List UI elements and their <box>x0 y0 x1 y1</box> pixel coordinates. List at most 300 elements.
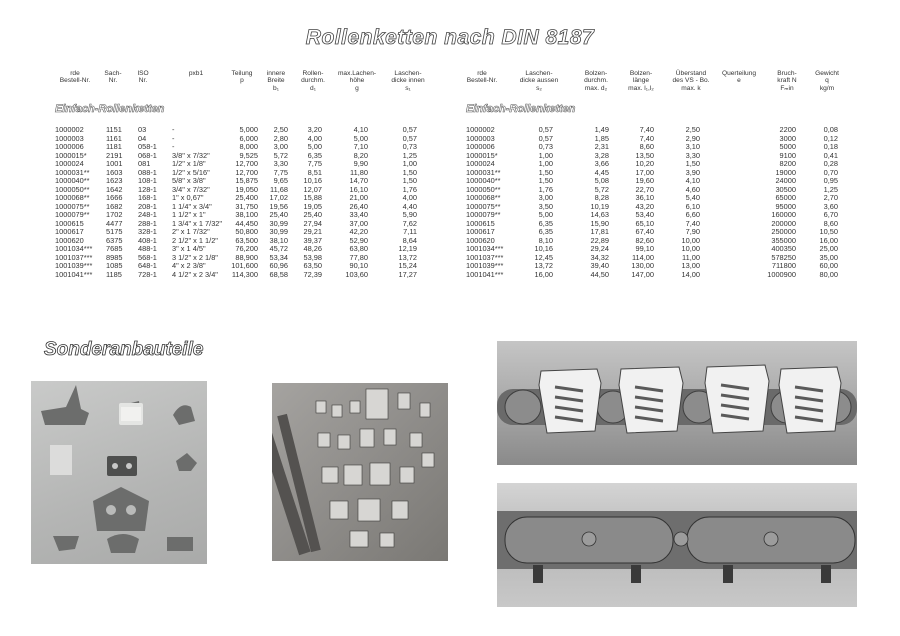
right-cell-laschendicke: 1,00 <box>538 150 553 160</box>
left-cell-breite: 5,72 <box>273 150 288 160</box>
left-cell-pxb1: 3/4" x 7/32" <box>172 184 210 194</box>
right-cell-bolzen-l: 53,40 <box>635 210 654 219</box>
left-cell-rollen: 53,98 <box>303 252 322 262</box>
left-cell-iso: 04 <box>138 133 147 143</box>
left-cell-laschen: 1,50 <box>402 167 417 177</box>
left-cell-bestell: 1000002 <box>55 125 84 134</box>
left-cell-pxb1: 1/2" x 1/8" <box>172 159 206 168</box>
left-cell-lachen: 8,20 <box>353 150 368 160</box>
left-cell-pxb1: 1 3/4" x 1 7/32" <box>172 218 223 228</box>
left-cell-lachen: 37,00 <box>349 218 368 228</box>
left-cell-teilung: 50,800 <box>235 227 258 236</box>
right-cell-bestell: 1000006 <box>466 142 495 151</box>
right-cell-gewicht: 3,60 <box>823 201 838 211</box>
left-cell-breite: 30,99 <box>269 218 288 228</box>
right-cell-bestell: 1000050** <box>466 184 501 194</box>
left-cell-iso: 648-1 <box>138 261 157 270</box>
right-cell-bestell: 1000024 <box>466 159 495 168</box>
left-cell-sach: 6375 <box>106 235 123 245</box>
right-cell-bolzen-d: 15,90 <box>590 218 609 228</box>
left-cell-lachen: 4,10 <box>353 125 368 134</box>
right-cell-laschendicke: 0,57 <box>538 125 553 134</box>
hdr-rollen-durchm: Rollen- durchm. d₁ <box>301 70 325 92</box>
right-cell-gewicht: 0,12 <box>823 133 838 143</box>
left-cell-bestell: 1000006 <box>55 142 84 151</box>
left-cell-sach: 1682 <box>106 201 123 211</box>
right-cell-ueberstand: 13,00 <box>681 261 700 270</box>
hdr-bestell-nr: rde Bestell-Nr. <box>59 70 91 85</box>
right-cell-bestell: 1000617 <box>466 227 495 236</box>
left-cell-laschen: 12,19 <box>398 244 417 253</box>
hdr-laschendicke-innen: Laschen- dicke innen s₁ <box>391 70 425 92</box>
left-cell-rollen: 19,05 <box>303 201 322 211</box>
spring-chain-illustration <box>497 341 857 465</box>
right-cell-bolzen-l: 13,50 <box>635 150 654 160</box>
left-cell-sach: 5175 <box>106 227 123 236</box>
right-cell-laschendicke: 6,35 <box>538 218 553 228</box>
right-cell-bruchkraft: 400350 <box>771 244 796 253</box>
right-cell-laschendicke: 1,50 <box>538 176 553 185</box>
hdr-sach-nr: Sach- Nr. <box>104 70 122 85</box>
left-cell-breite: 25,40 <box>269 210 288 219</box>
right-cell-ueberstand: 4,10 <box>685 176 700 185</box>
right-cell-bruchkraft: 250000 <box>771 227 796 236</box>
left-cell-laschen: 1,00 <box>402 159 417 168</box>
right-cell-gewicht: 16,00 <box>819 235 838 245</box>
left-cell-laschen: 7,11 <box>403 227 417 236</box>
right-cell-bruchkraft: 24000 <box>775 176 796 185</box>
right-cell-gewicht: 10,50 <box>819 227 838 236</box>
left-cell-sach: 1001 <box>106 159 123 168</box>
left-cell-rollen: 29,21 <box>303 227 322 236</box>
right-cell-bruchkraft: 30500 <box>775 184 796 194</box>
left-cell-bestell: 1001034*** <box>55 244 93 253</box>
right-cell-ueberstand: 2,90 <box>685 133 700 143</box>
left-cell-iso: 568-1 <box>138 252 157 262</box>
parts-on-wood-illustration <box>272 383 448 561</box>
left-cell-rollen: 7,75 <box>307 159 322 168</box>
left-cell-rollen: 63,50 <box>303 261 322 270</box>
right-cell-gewicht: 25,00 <box>819 244 838 253</box>
left-cell-laschen: 8,64 <box>402 235 417 245</box>
left-cell-sach: 1161 <box>106 133 122 143</box>
right-cell-laschendicke: 10,16 <box>534 244 553 253</box>
left-cell-lachen: 90,10 <box>349 261 368 270</box>
left-cell-breite: 3,00 <box>273 142 288 151</box>
left-cell-lachen: 42,20 <box>349 227 368 236</box>
left-cell-sach: 1151 <box>106 125 122 134</box>
left-cell-iso: 088-1 <box>138 167 157 177</box>
right-cell-ueberstand: 10,00 <box>681 244 700 253</box>
left-cell-teilung: 114,300 <box>231 269 258 279</box>
left-cell-laschen: 5,90 <box>402 210 417 219</box>
right-cell-bruchkraft: 65000 <box>775 193 796 202</box>
right-cell-bruchkraft: 19000 <box>775 167 796 177</box>
right-cell-bolzen-d: 22,89 <box>590 235 609 245</box>
left-cell-teilung: 44,450 <box>235 218 258 228</box>
hdr-laschendicke-aussen: Laschen- dicke aussen s₂ <box>519 70 559 92</box>
left-cell-teilung: 38,100 <box>235 210 258 219</box>
left-cell-breite: 9,65 <box>273 176 288 185</box>
hdr-lachen-hoehe: max.Lachen- höhe g <box>337 70 377 92</box>
right-cell-bolzen-l: 99,10 <box>635 244 654 253</box>
left-cell-pxb1: 3 1/2" x 2 1/8" <box>172 252 218 262</box>
left-cell-bestell: 1000003 <box>55 133 84 143</box>
left-cell-teilung: 25,400 <box>235 193 258 202</box>
right-cell-laschendicke: 0,57 <box>538 133 553 143</box>
right-cell-bruchkraft: 1000900 <box>767 269 796 279</box>
right-cell-bestell: 1001039*** <box>466 261 504 270</box>
right-cell-bolzen-d: 5,72 <box>594 184 609 194</box>
left-cell-breite: 3,30 <box>273 159 288 168</box>
left-cell-iso: 248-1 <box>138 210 157 219</box>
right-cell-bolzen-l: 22,70 <box>635 184 654 194</box>
right-cell-bolzen-d: 29,24 <box>590 244 609 253</box>
left-cell-pxb1: 3/8" x 7/32" <box>172 150 210 160</box>
right-cell-bolzen-d: 1,85 <box>594 133 609 143</box>
left-cell-rollen: 6,35 <box>307 150 322 160</box>
right-cell-ueberstand: 3,10 <box>685 142 700 151</box>
left-cell-breite: 53,34 <box>269 252 288 262</box>
left-cell-sach: 1702 <box>106 210 123 219</box>
left-cell-teilung: 5,000 <box>239 125 258 134</box>
left-cell-bestell: 1000617 <box>55 227 84 236</box>
right-cell-ueberstand: 11,00 <box>682 252 700 262</box>
left-cell-laschen: 15,24 <box>398 261 417 270</box>
left-cell-breite: 17,02 <box>269 193 288 202</box>
left-cell-pxb1: - <box>172 133 175 143</box>
left-cell-sach: 4477 <box>106 218 123 228</box>
right-cell-ueberstand: 10,00 <box>681 235 700 245</box>
right-cell-ueberstand: 2,50 <box>685 125 700 134</box>
left-cell-sach: 1623 <box>106 176 123 185</box>
right-cell-bolzen-l: 36,10 <box>635 193 654 202</box>
right-cell-laschendicke: 0,73 <box>538 142 553 151</box>
right-cell-ueberstand: 7,40 <box>685 218 700 228</box>
left-cell-sach: 1185 <box>106 269 122 279</box>
right-cell-gewicht: 0,08 <box>823 125 838 134</box>
right-cell-bolzen-d: 10,19 <box>590 201 609 211</box>
right-cell-ueberstand: 5,40 <box>685 193 700 202</box>
left-cell-iso: 108-1 <box>138 176 157 185</box>
right-cell-bolzen-l: 130,00 <box>631 261 654 270</box>
attachment-parts-illustration <box>31 381 207 564</box>
left-cell-lachen: 16,10 <box>349 184 368 194</box>
right-cell-bestell: 1001037*** <box>466 252 504 262</box>
right-cell-bolzen-l: 82,60 <box>635 235 654 245</box>
right-cell-laschendicke: 1,76 <box>538 184 553 194</box>
left-cell-iso: 208-1 <box>138 201 157 211</box>
left-cell-iso: 128-1 <box>138 184 157 194</box>
left-cell-pxb1: - <box>172 142 175 151</box>
left-cell-iso: 03 <box>138 125 147 134</box>
left-cell-bestell: 1000075** <box>55 201 90 211</box>
left-cell-teilung: 9,525 <box>239 150 258 160</box>
right-cell-bolzen-l: 19,60 <box>635 176 654 185</box>
left-cell-bestell: 1000068** <box>55 193 90 202</box>
left-cell-rollen: 5,00 <box>307 142 322 151</box>
right-cell-ueberstand: 6,10 <box>685 201 700 211</box>
left-cell-bestell: 1001039*** <box>55 261 93 270</box>
left-cell-iso: 058-1 <box>138 142 157 151</box>
left-cell-laschen: 1,76 <box>402 184 417 194</box>
right-cell-laschendicke: 12,45 <box>534 252 553 262</box>
left-cell-rollen: 10,16 <box>303 176 322 185</box>
right-cell-laschendicke: 3,00 <box>538 193 553 202</box>
left-cell-teilung: 63,500 <box>235 235 258 245</box>
right-cell-bolzen-d: 4,45 <box>594 167 609 177</box>
left-cell-pxb1: - <box>172 125 175 134</box>
right-cell-gewicht: 6,70 <box>823 210 838 219</box>
left-cell-teilung: 8,000 <box>239 142 258 151</box>
page-title: Rollenketten nach DIN 8187 <box>305 26 595 49</box>
right-cell-gewicht: 0,18 <box>823 142 838 151</box>
left-cell-teilung: 88,900 <box>235 252 258 262</box>
left-cell-iso: 328-1 <box>138 227 157 236</box>
hdr-pxb1: pxb1 <box>188 70 204 77</box>
right-cell-bestell: 1000079** <box>466 210 501 219</box>
left-cell-pxb1: 2 1/2" x 1 1/2" <box>172 235 218 245</box>
right-cell-bolzen-l: 147,00 <box>631 269 654 279</box>
left-cell-iso: 488-1 <box>138 244 157 253</box>
hdr-iso-nr: ISO Nr. <box>137 70 149 85</box>
left-cell-rollen: 39,37 <box>303 235 322 245</box>
right-cell-gewicht: 0,28 <box>823 159 838 168</box>
right-cell-laschendicke: 8,10 <box>538 235 553 245</box>
left-cell-lachen: 11,80 <box>350 167 368 177</box>
left-cell-breite: 2,50 <box>273 125 288 134</box>
right-cell-bolzen-d: 3,28 <box>594 150 609 160</box>
right-cell-gewicht: 80,00 <box>819 269 838 279</box>
left-cell-iso: 728-1 <box>138 269 157 279</box>
photo-bolt-chain <box>497 483 857 607</box>
left-cell-pxb1: 5/8" x 3/8" <box>172 176 206 185</box>
left-cell-sach: 2191 <box>106 150 123 160</box>
left-cell-pxb1: 2" x 1 7/32" <box>172 227 210 236</box>
right-cell-gewicht: 0,70 <box>823 167 838 177</box>
left-cell-rollen: 12,07 <box>303 184 322 194</box>
left-cell-sach: 1603 <box>106 167 123 177</box>
left-cell-rollen: 8,51 <box>307 167 322 177</box>
right-cell-bruchkraft: 95000 <box>775 201 796 211</box>
right-cell-bestell: 1000002 <box>466 125 495 134</box>
right-cell-bolzen-d: 2,31 <box>594 142 609 151</box>
right-cell-laschendicke: 6,35 <box>538 227 553 236</box>
left-cell-lachen: 7,10 <box>353 142 368 151</box>
left-cell-iso: 288-1 <box>138 218 157 228</box>
left-cell-lachen: 5,00 <box>353 133 368 143</box>
right-cell-bestell: 1000015* <box>466 150 498 160</box>
left-cell-laschen: 0,73 <box>402 142 417 151</box>
left-cell-lachen: 21,00 <box>349 193 368 202</box>
right-cell-bestell: 1000003 <box>466 133 495 143</box>
left-cell-rollen: 4,00 <box>307 133 322 143</box>
right-cell-laschendicke: 16,00 <box>534 269 553 279</box>
right-cell-bolzen-l: 65,10 <box>635 218 654 228</box>
left-cell-bestell: 1000620 <box>55 235 84 245</box>
right-cell-gewicht: 0,41 <box>823 150 838 160</box>
right-cell-bruchkraft: 5000 <box>779 142 796 151</box>
bolt-chain-illustration <box>497 483 857 607</box>
right-cell-bruchkraft: 200000 <box>771 218 796 228</box>
left-cell-breite: 45,72 <box>269 244 288 253</box>
right-cell-bruchkraft: 9100 <box>779 150 796 160</box>
left-cell-rollen: 25,40 <box>303 210 322 219</box>
right-cell-bestell: 1000040** <box>466 176 501 185</box>
right-cell-bolzen-d: 8,28 <box>594 193 609 202</box>
left-cell-sach: 1085 <box>106 261 123 270</box>
left-cell-laschen: 1,50 <box>402 176 417 185</box>
left-cell-laschen: 0,57 <box>402 133 417 143</box>
left-cell-bestell: 1000031** <box>55 167 90 177</box>
right-cell-ueberstand: 3,30 <box>685 150 700 160</box>
right-cell-bolzen-d: 17,81 <box>590 227 609 236</box>
left-cell-lachen: 26,40 <box>349 201 368 211</box>
left-cell-teilung: 15,875 <box>235 176 258 185</box>
right-cell-bolzen-l: 7,40 <box>639 125 654 134</box>
left-cell-breite: 60,96 <box>269 261 288 270</box>
left-cell-teilung: 76,200 <box>235 244 258 253</box>
left-cell-iso: 081 <box>138 159 151 168</box>
left-cell-laschen: 1,25 <box>402 150 417 160</box>
section-sonderanbauteile: Sonderanbauteile <box>44 339 204 360</box>
right-cell-bolzen-l: 10,20 <box>635 159 654 168</box>
left-cell-breite: 19,56 <box>269 201 288 211</box>
right-cell-gewicht: 0,95 <box>823 176 838 185</box>
left-cell-lachen: 52,90 <box>349 235 368 245</box>
left-cell-rollen: 72,39 <box>303 269 322 279</box>
left-cell-teilung: 31,750 <box>235 201 258 211</box>
right-cell-laschendicke: 13,72 <box>534 261 553 270</box>
left-cell-pxb1: 1 1/4" x 3/4" <box>172 201 212 211</box>
left-cell-laschen: 17,27 <box>398 269 417 279</box>
right-cell-ueberstand: 6,60 <box>685 210 700 219</box>
left-cell-rollen: 27,94 <box>303 218 322 228</box>
left-cell-pxb1: 1" x 0,67" <box>172 193 204 202</box>
right-cell-bruchkraft: 160000 <box>771 210 796 219</box>
right-cell-bolzen-l: 43,20 <box>635 201 654 211</box>
left-cell-breite: 68,58 <box>269 269 288 279</box>
right-cell-bestell: 1001034*** <box>466 244 504 253</box>
right-cell-bolzen-d: 34,32 <box>590 252 609 262</box>
left-cell-teilung: 19,050 <box>235 184 258 194</box>
left-cell-sach: 7685 <box>106 244 123 253</box>
left-cell-iso: 068-1 <box>138 150 157 160</box>
right-cell-ueberstand: 3,90 <box>685 167 700 177</box>
left-cell-pxb1: 4 1/2" x 2 3/4" <box>172 269 218 279</box>
right-cell-gewicht: 8,60 <box>823 218 838 228</box>
right-cell-ueberstand: 7,90 <box>685 227 700 236</box>
left-cell-breite: 2,80 <box>273 133 288 143</box>
hdr-innere-breite: innere Breite b₁ <box>266 70 286 92</box>
left-cell-lachen: 33,40 <box>349 210 368 219</box>
right-cell-bolzen-l: 114,00 <box>631 252 654 262</box>
right-cell-ueberstand: 4,60 <box>685 184 700 194</box>
right-cell-laschendicke: 1,00 <box>538 159 553 168</box>
right-cell-gewicht: 2,70 <box>823 193 838 202</box>
hdr-gewicht: Gewicht q kg/m <box>815 70 839 92</box>
left-cell-bestell: 1000015* <box>55 150 87 160</box>
left-cell-teilung: 12,700 <box>235 159 258 168</box>
right-cell-laschendicke: 1,50 <box>538 167 553 177</box>
left-cell-rollen: 3,20 <box>307 125 322 134</box>
left-cell-bestell: 1001041*** <box>55 269 93 279</box>
right-cell-bestell: 1000068** <box>466 193 501 202</box>
right-cell-bestell: 1000615 <box>466 218 495 228</box>
left-cell-pxb1: 1 1/2" x 1" <box>172 210 206 219</box>
right-cell-bruchkraft: 3000 <box>779 133 796 143</box>
left-cell-laschen: 4,40 <box>402 201 417 211</box>
left-cell-teilung: 12,700 <box>235 167 258 177</box>
left-cell-lachen: 9,90 <box>353 159 368 168</box>
left-cell-rollen: 48,26 <box>303 244 322 253</box>
right-cell-bolzen-d: 1,49 <box>594 125 609 134</box>
right-cell-bolzen-l: 67,40 <box>635 227 654 236</box>
right-cell-bolzen-l: 17,00 <box>635 167 654 177</box>
right-cell-bolzen-d: 14,63 <box>590 210 609 219</box>
left-cell-bestell: 1000040** <box>55 176 90 185</box>
left-cell-sach: 8985 <box>106 252 123 262</box>
left-cell-sach: 1666 <box>106 193 123 202</box>
hdr-bestell-nr-right: rde Bestell-Nr. <box>466 70 498 85</box>
right-cell-bolzen-d: 44,50 <box>590 269 609 279</box>
left-cell-breite: 11,68 <box>270 184 288 194</box>
left-cell-lachen: 63,80 <box>349 244 368 253</box>
left-cell-laschen: 0,57 <box>402 125 417 134</box>
left-cell-teilung: 101,600 <box>231 261 258 270</box>
right-cell-bestell: 1000031** <box>466 167 501 177</box>
right-cell-gewicht: 1,25 <box>823 184 838 194</box>
left-cell-bestell: 1000079** <box>55 210 90 219</box>
right-cell-bruchkraft: 2200 <box>779 125 796 134</box>
right-cell-laschendicke: 5,00 <box>538 210 553 219</box>
section-einfach-left: Einfach-Rollenketten <box>55 103 165 115</box>
left-cell-teilung: 6,000 <box>239 133 258 143</box>
right-cell-bolzen-d: 5,08 <box>594 176 609 185</box>
left-cell-bestell: 1000615 <box>55 218 84 228</box>
photo-attachment-parts <box>31 381 207 564</box>
right-cell-bruchkraft: 578250 <box>771 252 796 262</box>
photo-parts-on-wood <box>272 383 448 561</box>
hdr-querteilung: Querteilung e <box>721 70 757 85</box>
left-cell-pxb1: 4" x 2 3/8" <box>172 261 206 270</box>
left-cell-sach: 1181 <box>106 142 122 151</box>
right-cell-bolzen-d: 3,66 <box>594 159 609 168</box>
left-cell-laschen: 4,00 <box>402 193 417 202</box>
left-cell-breite: 30,99 <box>269 227 288 236</box>
right-cell-bolzen-d: 39,40 <box>590 261 609 270</box>
left-cell-pxb1: 1/2" x 5/16" <box>172 167 210 177</box>
right-cell-ueberstand: 1,50 <box>685 159 700 168</box>
left-cell-lachen: 77,80 <box>349 252 368 262</box>
hdr-bruchkraft: Bruch- kraft N Fₘin <box>777 70 797 92</box>
left-cell-lachen: 14,70 <box>349 176 368 185</box>
left-cell-bestell: 1000050** <box>55 184 90 194</box>
hdr-bolzen-laenge: Bolzen- länge max. l₁,l₂ <box>628 70 654 92</box>
left-cell-iso: 408-1 <box>138 235 157 245</box>
left-cell-sach: 1642 <box>106 184 123 194</box>
right-cell-bestell: 1000620 <box>466 235 495 245</box>
right-cell-bolzen-l: 8,60 <box>639 142 654 151</box>
right-cell-bestell: 1000075** <box>466 201 501 211</box>
left-cell-iso: 168-1 <box>138 193 157 202</box>
left-cell-bestell: 1000024 <box>55 159 84 168</box>
right-cell-bolzen-l: 7,40 <box>639 133 654 143</box>
right-cell-ueberstand: 14,00 <box>681 269 700 279</box>
photo-spring-chain <box>497 341 857 465</box>
hdr-teilung: Teilung p <box>231 70 253 85</box>
right-cell-laschendicke: 3,50 <box>538 201 553 211</box>
